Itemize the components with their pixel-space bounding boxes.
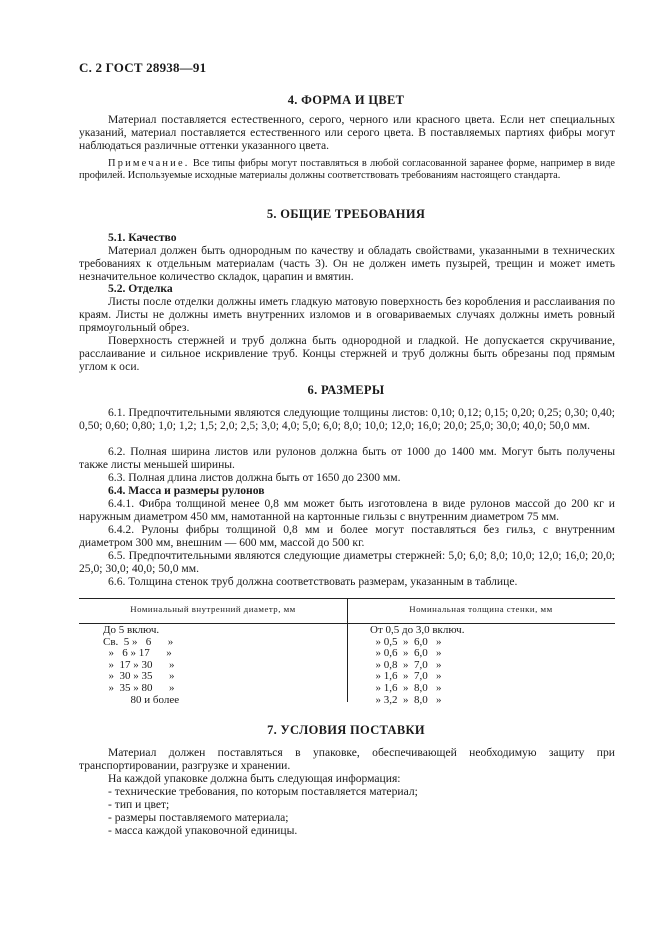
table-cell-thickness: » 1,6 » 7,0 » [370,670,442,683]
list-item: - тип и цвет; [108,798,170,811]
table-header-thickness: Номинальная толщина стенки, мм [409,604,553,614]
clause-6-1: 6.1. Предпочтительными являются следующие толщины листов: 0,10; 0,12; 0,15; 0,20; 0,25; 0,30; 0,40; 0,50; 0,60; 0,80; 1,0; 1,2; 1,5; 2,0; 2,5; 3,0; 4,0; 5,0; 6,0; 8,0; 10,0; 12,0; 16,0; 20,0; 25,0; 30,0; 40,0; 50,0 мм. [79,406,615,433]
table-cell-diameter: Св. 5 » 6 » [103,635,174,648]
section-5-title: 5. ОБЩИЕ ТРЕБОВАНИЯ [266,207,426,221]
section-6-title: 6. РАЗМЕРЫ [307,383,385,397]
section-4-title: 4. ФОРМА И ЦВЕТ [287,93,405,107]
table-cell-diameter: » 17 » 30 » [103,658,175,671]
table-cell-thickness: » 1,6 » 8,0 » [370,681,442,694]
page-header: С. 2 ГОСТ 28938—91 [79,60,207,75]
section-7-paragraph-2: На каждой упаковке должна быть следующая информация: [108,772,401,785]
section-4-note [79,158,615,183]
clause-6-4-1: 6.4.1. Фибра толщиной менее 0,8 мм может быть изготовлена в виде рулонов массой до 200 кг и наружным диаметром 450 мм, намотанной на картонные гильзы с внутренним диаметром 75 мм. [79,497,615,524]
table-cell-diameter: » 30 » 35 » [103,670,175,683]
subsection-6-4-title: 6.4. Масса и размеры рулонов [108,484,265,497]
list-item: - размеры поставляемого материала; [108,811,289,824]
table-cell-diameter: До 5 включ. [103,624,160,636]
clause-6-2: 6.2. Полная ширина листов или рулонов должна быть от 1000 до 1400 мм. Могут быть получены также листы меньшей ширины. [79,445,615,472]
section-5-2-paragraph: Листы после отделки должны иметь гладкую матовую поверхность без коробления и расслаивания по краям. Листы не должны иметь внутренних изломов и в оговариваемых случаях должны иметь ровный прямоугольный обрез. [79,295,615,335]
table-cell-thickness: » 0,6 » 6,0 » [370,647,442,660]
thickness-column [370,625,464,706]
table-cell-thickness: От 0,5 до 3,0 включ. [370,624,465,636]
table-cell-thickness: » 0,8 » 7,0 » [370,658,442,671]
table-header-diameter: Номинальный внутренний диаметр, мм [130,604,296,614]
table-cell-thickness: » 0,5 » 6,0 » [370,635,442,648]
table-cell-diameter: 80 и более [103,693,180,706]
list-item: - технические требования, по которым поставляется материал; [108,785,418,798]
note-text: Все типы фибры могут поставляться в любой согласованной заранее форме, например в виде профилей. Используемые исходные материалы должны соответствовать требованиям настоящего стандарта. [79,158,615,182]
subsection-5-1-title: 5.1. Качество [108,231,177,244]
clause-6-6: 6.6. Толщина стенок труб должна соответствовать размерам, указанным в таблице. [108,575,518,588]
subsection-5-2-title: 5.2. Отделка [108,282,173,295]
diameter-column [103,625,179,706]
table-cell-diameter: » 6 » 17 » [103,647,172,660]
section-5-2-paragraph-2: Поверхность стержней и труб должна быть однородной и гладкой. Не допускается скручивание, расслаивание и сильное искривление труб. Концы стержней и труб должны быть обрезаны под прямым углом к оси. [79,334,615,374]
section-4-paragraph: Материал поставляется естественного, серого, черного или красного цвета. Если нет специальных указаний, материал поставляется естественного или серого цвета. В поставляемых партиях фибры могут наблюдаться различные оттенки указанного цвета. [79,113,615,153]
section-7-title: 7. УСЛОВИЯ ПОСТАВКИ [267,723,425,737]
note-label: Примечание. [108,158,190,169]
section-5-1-paragraph: Материал должен быть однородным по качеству и обладать свойствами, указанными в технических требованиях к отдельным материалам (часть 3). Он не должен иметь пузырей, трещин и может иметь незначительное количество складок, царапин и вмятин. [79,244,615,284]
list-item: - масса каждой упаковочной единицы. [108,824,298,837]
table-cell-thickness: » 3,2 » 8,0 » [370,693,442,706]
section-7-paragraph: Материал должен поставляться в упаковке, обеспечивающей необходимую защиту при транспортировании, разгрузке и хранении. [79,746,615,773]
clause-6-3: 6.3. Полная длина листов должна быть от 1650 до 2300 мм. [108,471,401,484]
clause-6-4-2: 6.4.2. Рулоны фибры толщиной 0,8 мм и более могут поставляться без гильз, с внутренним диаметром 300 мм, внешним — 600 мм, массой до 500 кг. [79,523,615,550]
table-cell-diameter: » 35 » 80 » [103,681,175,694]
clause-6-5: 6.5. Предпочтительными являются следующие диаметры стержней: 5,0; 6,0; 8,0; 10,0; 12,0; 16,0; 20,0; 25,0; 30,0; 40,0; 50,0 мм. [79,549,615,576]
